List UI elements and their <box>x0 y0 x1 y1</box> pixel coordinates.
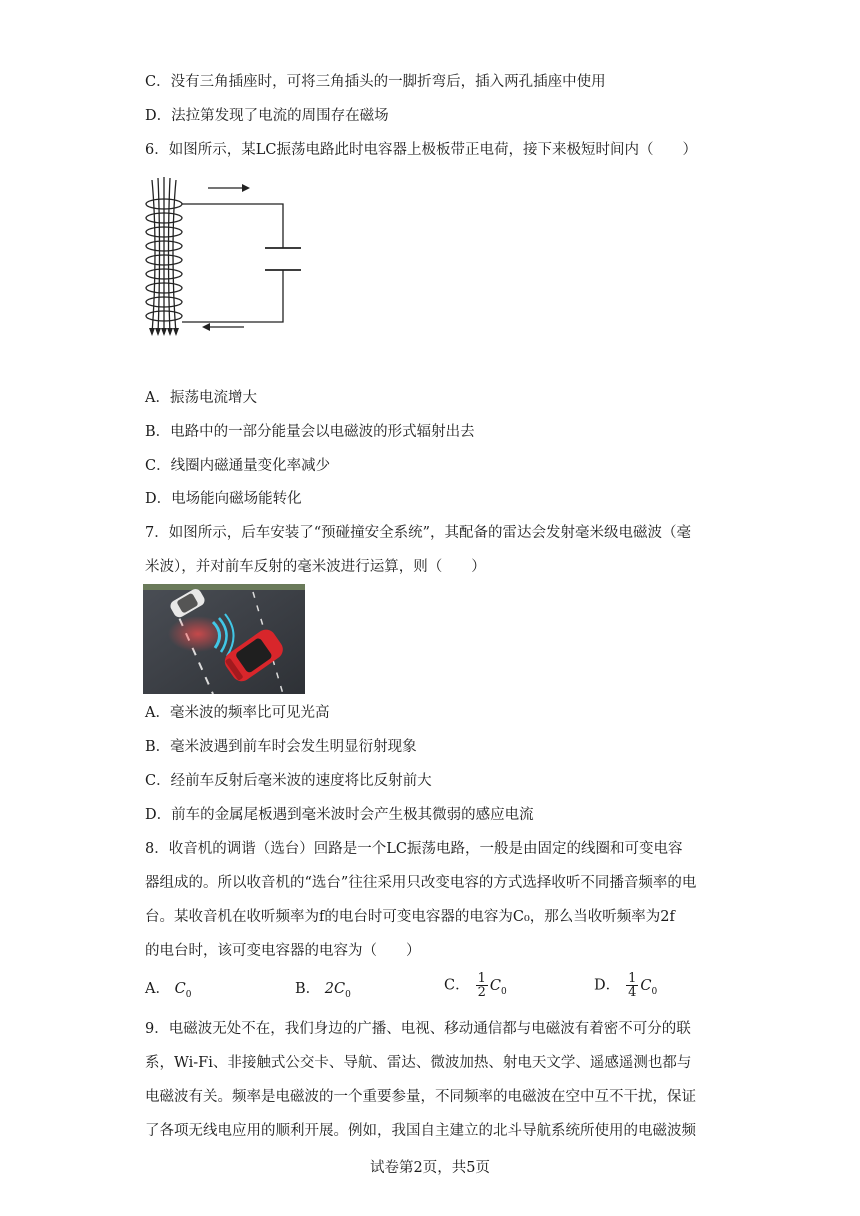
q8-stem-line4: 的电台时，该可变电容器的电容为（ ） <box>145 943 421 959</box>
q6-option-d: D．电场能向磁场能转化 <box>145 491 302 507</box>
q7-option-d: D．前车的金属尾板遇到毫米波时会产生极其微弱的感应电流 <box>145 807 534 823</box>
lc-circuit-diagram <box>140 172 310 342</box>
q7-stem-line2: 米波），并对前车反射的毫米波进行运算，则（ ） <box>145 559 486 575</box>
q7-option-c: C．经前车反射后毫米波的速度将比反射前大 <box>145 773 432 789</box>
page-footer: 试卷第2页，共5页 <box>370 1160 490 1176</box>
q8-stem-line1: 8．收音机的调谐（选台）回路是一个LC振荡电路，一般是由固定的线圈和可变电容 <box>145 841 683 857</box>
q9-stem-line1: 9．电磁波无处不在，我们身边的广播、电视、移动通信都与电磁波有着密不可分的联 <box>145 1021 691 1037</box>
q8-option-a-value: $C_0$ <box>174 981 192 1000</box>
car-radar-photo <box>143 584 305 694</box>
q8-option-b-value: $2C_0$ <box>324 981 351 1000</box>
q5-option-c: C．没有三角插座时，可将三角插头的一脚折弯后，插入两孔插座中使用 <box>145 74 606 90</box>
q6-option-c: C．线圈内磁通量变化率减少 <box>145 458 331 474</box>
q6-option-a: A．振荡电流增大 <box>145 390 257 406</box>
q8-option-c: C． $\frac{1}{2}$ $C_0$ <box>444 971 507 1000</box>
q8-stem-line2: 器组成的。所以收音机的“选台”往往采用只改变电容的方式选择收听不同播音频率的电 <box>145 875 697 891</box>
q6-stem: 6．如图所示，某LC振荡电路此时电容器上极板带正电荷，接下来极短时间内（ ） <box>145 142 697 158</box>
q9-stem-line2: 系，Wi-Fi、非接触式公交卡、导航、雷达、微波加热、射电天文学、遥感遥测也都与 <box>145 1055 692 1071</box>
q9-stem-line3: 电磁波有关。频率是电磁波的一个重要参量，不同频率的电磁波在空中互不干扰，保证 <box>145 1089 696 1105</box>
q7-stem-line1: 7．如图所示，后车安装了“预碰撞安全系统”，其配备的雷达会发射毫米级电磁波（毫 <box>145 525 692 541</box>
q5-option-d: D．法拉第发现了电流的周围存在磁场 <box>145 108 389 124</box>
q8-option-d: D． $\frac{1}{4}$ $C_0$ <box>594 971 658 1000</box>
q8-option-d-fraction: $\frac{1}{4}$ <box>628 971 637 1000</box>
q8-option-c-fraction: $\frac{1}{2}$ <box>477 971 486 1000</box>
q7-option-a: A．毫米波的频率比可见光高 <box>145 705 330 721</box>
q8-stem-line3: 台。某收音机在收听频率为f的电台时可变电容器的电容为C₀，那么当收听频率为2f <box>145 909 675 925</box>
q7-option-b: B．毫米波遇到前车时会发生明显衍射现象 <box>145 739 417 755</box>
q8-option-b: B． $2C_0$ <box>295 981 351 1000</box>
q9-stem-line4: 了各项无线电应用的顺利开展。例如，我国自主建立的北斗导航系统所使用的电磁波频 <box>145 1123 696 1139</box>
q8-option-a: A． $C_0$ <box>145 981 192 1000</box>
q6-option-b: B．电路中的一部分能量会以电磁波的形式辐射出去 <box>145 424 475 440</box>
